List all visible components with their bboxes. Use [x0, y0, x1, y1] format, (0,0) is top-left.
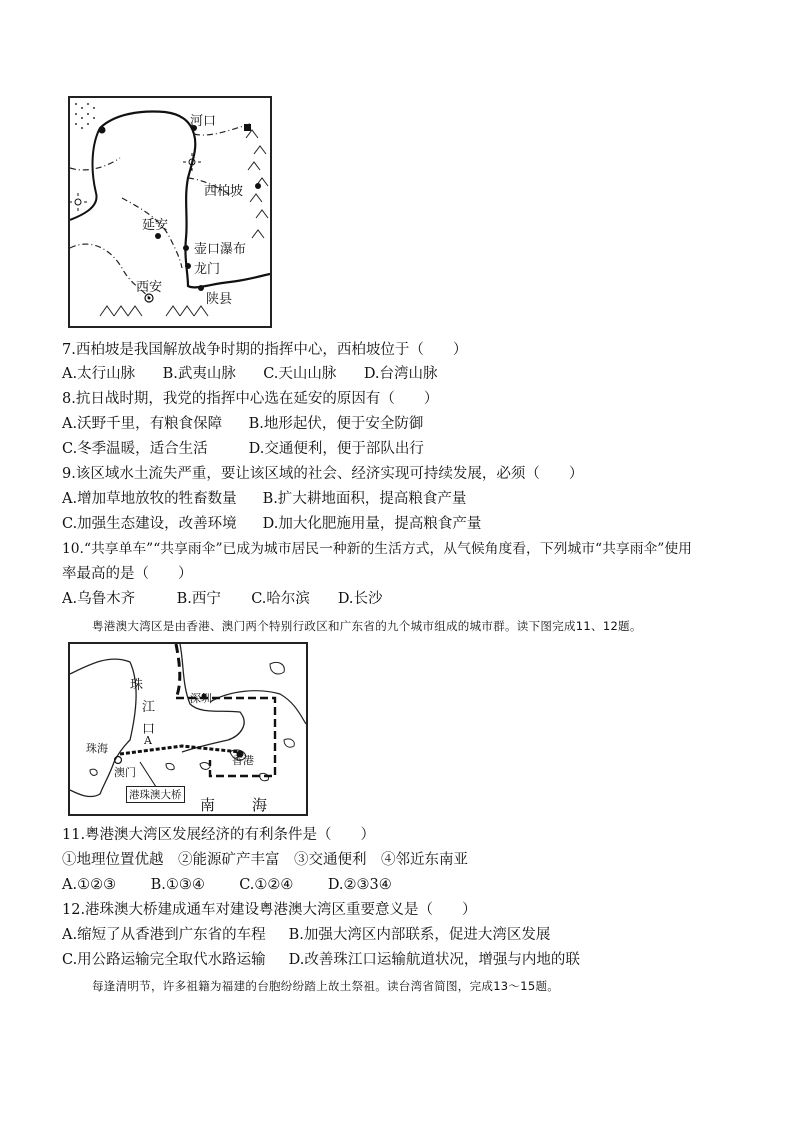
- q10-option-d[interactable]: D.长沙: [337, 591, 383, 607]
- q9-option-b[interactable]: B.扩大耕地面积，提高粮食产量: [262, 491, 467, 507]
- q8-option-b[interactable]: B.地形起伏，便于安全防御: [248, 416, 424, 432]
- q12-option-c[interactable]: C.用公路运输完全取代水路运输: [62, 952, 266, 968]
- q12-option-d[interactable]: D.改善珠江口运输航道状况，增强与内地的联: [288, 952, 580, 968]
- hzmb-bridge-line: [120, 746, 240, 754]
- square-marker: [244, 124, 251, 131]
- label-xian: 西安: [136, 280, 163, 295]
- q8-options-row2: [62, 439, 424, 459]
- label-macau: 澳门: [114, 766, 136, 779]
- yanan-point: [155, 233, 161, 239]
- label-zhuhai: 珠海: [86, 742, 108, 755]
- q8-option-c[interactable]: C.冬季温暖，适合生活: [62, 441, 208, 457]
- longmen-point: [185, 263, 191, 269]
- label-xibaipo: 西柏坡: [204, 184, 244, 199]
- hukou-point: [183, 245, 189, 251]
- q11-stem: 11.粤港澳大湾区发展经济的有利条件是（ ）: [62, 827, 376, 843]
- q7-option-d[interactable]: D.台湾山脉: [363, 366, 438, 382]
- hongkong-boundary: [176, 698, 275, 776]
- desert-pattern: [75, 103, 95, 129]
- label-bridge: 港珠澳大桥: [126, 786, 185, 803]
- province-boundaries: [70, 124, 250, 298]
- q12-stem: 12.港珠澳大桥建成通车对建设粤港澳大湾区重要意义是（ ）: [62, 902, 477, 918]
- q7-option-c[interactable]: C.天山山脉: [263, 366, 337, 382]
- q10-option-c[interactable]: C.哈尔滨: [251, 591, 310, 607]
- q7-option-a[interactable]: A.太行山脉: [62, 366, 136, 382]
- q10-option-a[interactable]: A.乌鲁木齐: [62, 591, 136, 607]
- city-point: [99, 127, 106, 134]
- q11-choices: ①地理位置优越 ②能源矿产丰富 ③交通便利 ④邻近东南亚: [62, 852, 468, 868]
- q9-options-row2: [62, 514, 481, 534]
- xibaipo-point: [255, 183, 261, 189]
- label-longmen: 龙门: [194, 262, 221, 277]
- q12-option-b[interactable]: B.加强大湾区内部联系，促进大湾区发展: [288, 927, 551, 943]
- q10-stem-line2: 率最高的是（ ）: [62, 566, 193, 582]
- q12-options-row1: [62, 925, 550, 945]
- q11-option-a[interactable]: A.①②③: [62, 877, 117, 893]
- q8-option-a[interactable]: A.沃野千里，有粮食保障: [62, 416, 223, 432]
- map-1-loess-plateau: [68, 96, 272, 328]
- intro-13-15: 每逢清明节，许多祖籍为福建的台胞纷纷踏上故土祭祖。读台湾省简图，完成13～15题。: [92, 979, 560, 993]
- label-shenzhen: 深圳: [190, 692, 212, 705]
- q11-option-d[interactable]: D.②③3④: [327, 877, 392, 893]
- q12-options-row2: [62, 950, 580, 970]
- q7-options: [62, 364, 438, 384]
- label-zhu: 珠: [130, 678, 144, 693]
- q12-option-a[interactable]: A.缩短了从香港到广东省的车程: [62, 927, 266, 943]
- q9-stem: 9.该区域水土流失严重，要让该区域的社会、经济实现可持续发展，必须（ ）: [62, 466, 584, 482]
- shenzhen-boundary: [176, 644, 180, 698]
- site-marker-icon: [70, 153, 201, 211]
- qinling-mountains: [100, 306, 208, 316]
- q9-option-d[interactable]: D.加大化肥施用量，提高粮食产量: [262, 516, 482, 532]
- q9-option-c[interactable]: C.加强生态建设，改善环境: [62, 516, 237, 532]
- map-2-drawing: [70, 644, 306, 814]
- label-nan: 南: [200, 796, 216, 814]
- label-hongkong: 香港: [232, 754, 254, 767]
- map-1-drawing: [70, 98, 270, 326]
- intro-11-12: 粤港澳大湾区是由香港、澳门两个特别行政区和广东省的九个城市组成的城市群。读下图完成11、12题。: [92, 619, 642, 633]
- q9-option-a[interactable]: A.增加草地放牧的牲畜数量: [62, 491, 237, 507]
- q11-options: [62, 875, 392, 895]
- q10-option-b[interactable]: B.西宁: [176, 591, 221, 607]
- label-yanan: 延安: [142, 218, 169, 233]
- q10-stem-line1: 10.“共享单车”“共享雨伞”已成为城市居民一种新的生活方式，从气候角度看，下列城市“共享雨伞”使用: [62, 541, 692, 557]
- label-shanxian: 陕县: [206, 292, 233, 307]
- label-a: A: [144, 734, 152, 747]
- q8-stem: 8.抗日战时期，我党的指挥中心选在延安的原因有（ ）: [62, 391, 439, 407]
- q11-option-c[interactable]: C.①②④: [239, 877, 294, 893]
- q7-stem: 7.西柏坡是我国解放战争时期的指挥中心，西柏坡位于（ ）: [62, 342, 468, 358]
- q9-options-row1: [62, 489, 466, 509]
- q8-options-row1: [62, 414, 423, 434]
- q7-option-b[interactable]: B.武夷山脉: [162, 366, 236, 382]
- yellow-river-west: [70, 128, 100, 220]
- label-hekou: 河口: [190, 114, 217, 129]
- q11-option-b[interactable]: B.①③④: [150, 877, 205, 893]
- shanxian-point: [198, 285, 204, 291]
- map-2-greater-bay-area: [68, 642, 308, 816]
- label-hukou: 壶口瀑布: [194, 242, 247, 257]
- label-hai: 海: [252, 796, 268, 814]
- label-kou: 口: [142, 722, 156, 737]
- q8-option-d[interactable]: D.交通便利，便于部队出行: [248, 441, 424, 457]
- q10-options: [62, 589, 383, 609]
- label-jiang: 江: [142, 700, 156, 715]
